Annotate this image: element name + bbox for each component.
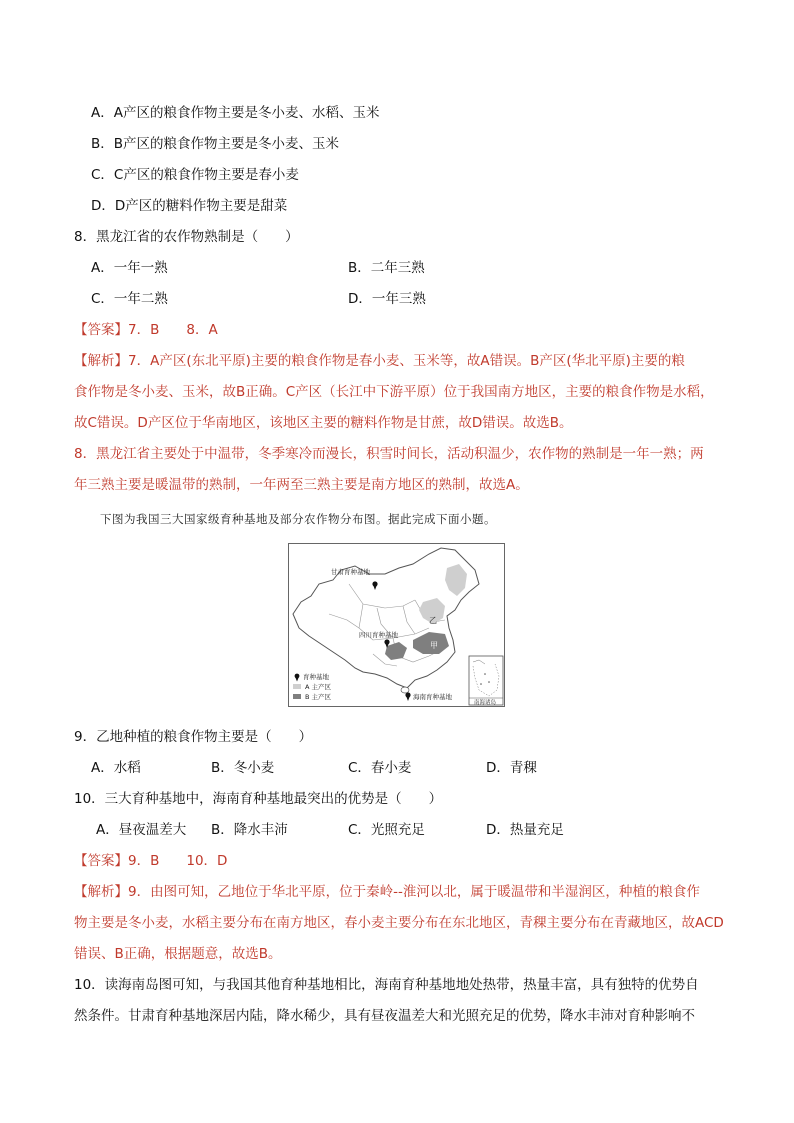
inset-label: 南海诸岛	[474, 700, 497, 706]
map-legend	[293, 672, 332, 701]
q9-option-c: C．春小麦	[348, 760, 412, 776]
label-gansu-base: 甘肃育种基地	[331, 568, 370, 576]
q9-option-a: A．水稻	[91, 760, 141, 776]
q10-option-a: A．昼夜温差大	[96, 822, 187, 838]
analysis-line: 故C错误。D产区位于华南地区，该地区主要的糖料作物是甘蔗，故D错误。故选B。	[74, 415, 573, 431]
legend-b-label: B 主产区	[305, 693, 332, 701]
legend-a-label: A 主产区	[305, 683, 332, 691]
analysis-line	[74, 883, 700, 901]
analysis-line: 10．读海南岛图可知，与我国其他育种基地相比，海南育种基地地处热带，热量丰富，具有独特的优势自	[74, 977, 699, 993]
q9-option-d: D．青稞	[486, 760, 537, 776]
south-china-sea-inset	[469, 656, 503, 706]
answer-label: 【答案】	[74, 853, 128, 869]
legend-base-label: 育种基地	[303, 673, 329, 681]
q8-option-d: D．一年三熟	[348, 291, 426, 307]
analysis-line: 8．黑龙江省主要处于中温带，冬季寒冷而漫长，积雪时间长，活动积温少，农作物的熟制是一年一熟；两	[74, 446, 704, 462]
legend-a-swatch	[293, 684, 301, 689]
china-map-figure	[288, 543, 505, 707]
analysis-line: 食作物是冬小麦、玉米，故B正确。C产区（长江中下游平原）位于我国南方地区，主要的粮食作物是水稻，	[74, 384, 714, 400]
analysis-text: 7．A产区(东北平原)主要的粮食作物是春小麦、玉米等，故A错误。B产区(华北平原)主要的粮	[128, 353, 685, 369]
answer-label: 【答案】	[74, 322, 128, 338]
analysis-line: 物主要是冬小麦，水稻主要分布在南方地区，春小麦主要分布在东北地区，青稞主要分布在青藏地区，故ACD	[74, 915, 724, 931]
q9-stem: 9．乙地种植的粮食作物主要是（ ）	[74, 729, 313, 745]
q10-option-c: C．光照充足	[348, 822, 425, 838]
q7-option-c: C．C产区的粮食作物主要是春小麦	[91, 167, 299, 183]
answer-block-1	[74, 321, 218, 339]
analysis-text: 9．由图可知，乙地位于华北平原，位于秦岭--淮河以北，属于暖温带和半湿润区，种植的粮食作	[128, 884, 700, 900]
answer-text: 9．B 10．D	[128, 853, 228, 869]
analysis-line	[74, 352, 685, 370]
label-jia: 甲	[430, 641, 438, 650]
analysis-label: 【解析】	[74, 353, 128, 369]
q10-option-d: D．热量充足	[486, 822, 564, 838]
answer-text: 7．B 8．A	[128, 322, 218, 338]
q7-option-d: D．D产区的糖料作物主要是甜菜	[91, 198, 288, 214]
base-marker-hainan	[405, 692, 410, 701]
q8-stem: 8．黑龙江省的农作物熟制是（ ）	[74, 229, 299, 245]
legend-b-swatch	[293, 694, 301, 699]
q10-stem: 10．三大育种基地中，海南育种基地最突出的优势是（ ）	[74, 791, 443, 807]
label-hainan-base: 海南育种基地	[413, 693, 452, 701]
analysis-line: 然条件。甘肃育种基地深居内陆，降水稀少，具有昼夜温差大和光照充足的优势，降水丰沛对育种影响不	[74, 1008, 695, 1024]
q9-option-b: B．冬小麦	[211, 760, 275, 776]
analysis-line: 年三熟主要是暖温带的熟制，一年两至三熟主要是南方地区的熟制，故选A。	[74, 477, 529, 493]
q8-option-c: C．一年二熟	[91, 291, 168, 307]
q7-option-a: A．A产区的粮食作物主要是冬小麦、水稻、玉米	[91, 105, 380, 121]
label-yi: 乙	[429, 616, 437, 625]
china-map	[289, 544, 504, 706]
label-sichuan-base: 四川育种基地	[359, 631, 398, 639]
analysis-label: 【解析】	[74, 884, 128, 900]
answer-block-2	[74, 852, 227, 870]
map-intro: 下图为我国三大国家级育种基地及部分农作物分布图。据此完成下面小题。	[100, 512, 496, 526]
q8-option-a: A．一年一熟	[91, 260, 168, 276]
q8-option-b: B．二年三熟	[348, 260, 425, 276]
analysis-line: 错误、B正确，根据题意，故选B。	[74, 946, 282, 962]
q10-option-b: B．降水丰沛	[211, 822, 288, 838]
q7-option-b: B．B产区的粮食作物主要是冬小麦、玉米	[91, 136, 340, 152]
